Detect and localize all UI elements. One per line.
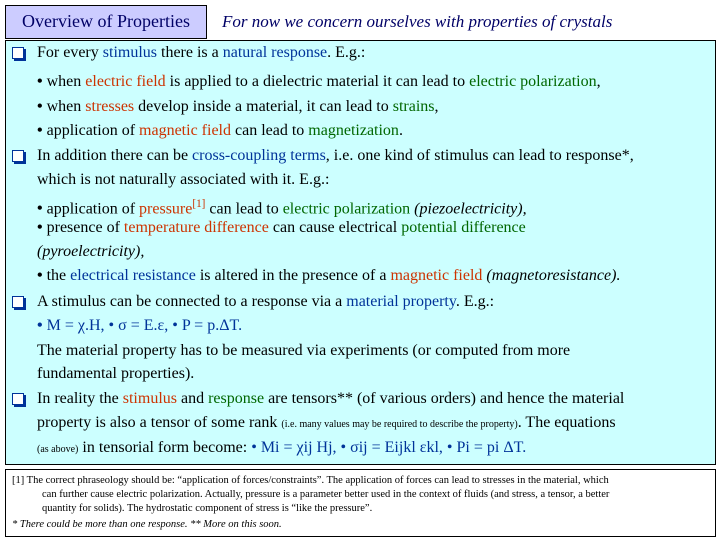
equation-tensorial: • Mi = χij Hj, • σij = Eijkl εkl, • Pi = pi ΔT. xyxy=(251,439,527,456)
para-cross-coupling-cont: which is not naturally associated with it. E.g.: xyxy=(37,171,330,188)
list-item-cont: (pyroelectricity), xyxy=(37,243,145,260)
para-stimulus-response: For every stimulus there is a natural response. E.g.: xyxy=(37,44,366,61)
footnote-2: * There could be more than one response. ** More on this soon. xyxy=(12,519,282,530)
bullet-square-icon xyxy=(12,150,24,162)
equation-linear: • M = χ.H, • σ = E.ε, • P = p.ΔT. xyxy=(37,317,243,334)
list-item: • when stresses develop inside a material, it can lead to strains, xyxy=(37,98,439,115)
para-tensors: In reality the stimulus and response are tensors** (of various orders) and hence the material xyxy=(37,390,625,407)
bullet-square-icon xyxy=(12,393,24,405)
list-item: • when electric field is applied to a dielectric material it can lead to electric polarization, xyxy=(37,73,601,90)
para-tensors-cont: property is also a tensor of some rank (i.e. many values may be required to describe the property). The equations xyxy=(37,414,616,431)
list-item: • application of pressure[1] can lead to electric polarization (piezoelectricity), xyxy=(37,198,527,218)
footnotes xyxy=(5,469,716,537)
footnote-1-cont: quantity for solids). The hydrostatic component of stress is “like the pressure”. xyxy=(42,503,373,514)
list-item: • the electrical resistance is altered in the presence of a magnetic field (magnetoresistance). xyxy=(37,267,621,284)
para-material-property: A stimulus can be connected to a response via a material property. E.g.: xyxy=(37,293,495,310)
main-content xyxy=(5,40,716,465)
bullet-square-icon xyxy=(12,47,24,59)
list-item: • application of magnetic field can lead to magnetization. xyxy=(37,122,403,139)
slide-title: Overview of Properties xyxy=(5,5,207,39)
footnote-1-cont: can further cause electric polarization. Actually, pressure is a parameter better used in the context of fluids (and stress, a tensor, a better xyxy=(42,489,610,500)
footnote-1: [1] The correct phraseology should be: “application of forces/constraints”. The application of forces can lead to stresses in the material, which xyxy=(12,475,609,486)
list-item: • presence of temperature difference can cause electrical potential difference xyxy=(37,219,526,236)
para-measurement: The material property has to be measured via experiments (or computed from more xyxy=(37,342,571,359)
bullet-square-icon xyxy=(12,296,24,308)
para-tensors-eq: (as above) in tensorial form become: • Mi = χij Hj, • σij = Eijkl εkl, • Pi = pi ΔT. xyxy=(37,439,527,456)
para-cross-coupling: In addition there can be cross-coupling terms, i.e. one kind of stimulus can lead to response*, xyxy=(37,147,634,164)
slide-subtitle: For now we concern ourselves with properties of crystals xyxy=(222,12,613,31)
para-measurement-cont: fundamental properties). xyxy=(37,365,195,382)
